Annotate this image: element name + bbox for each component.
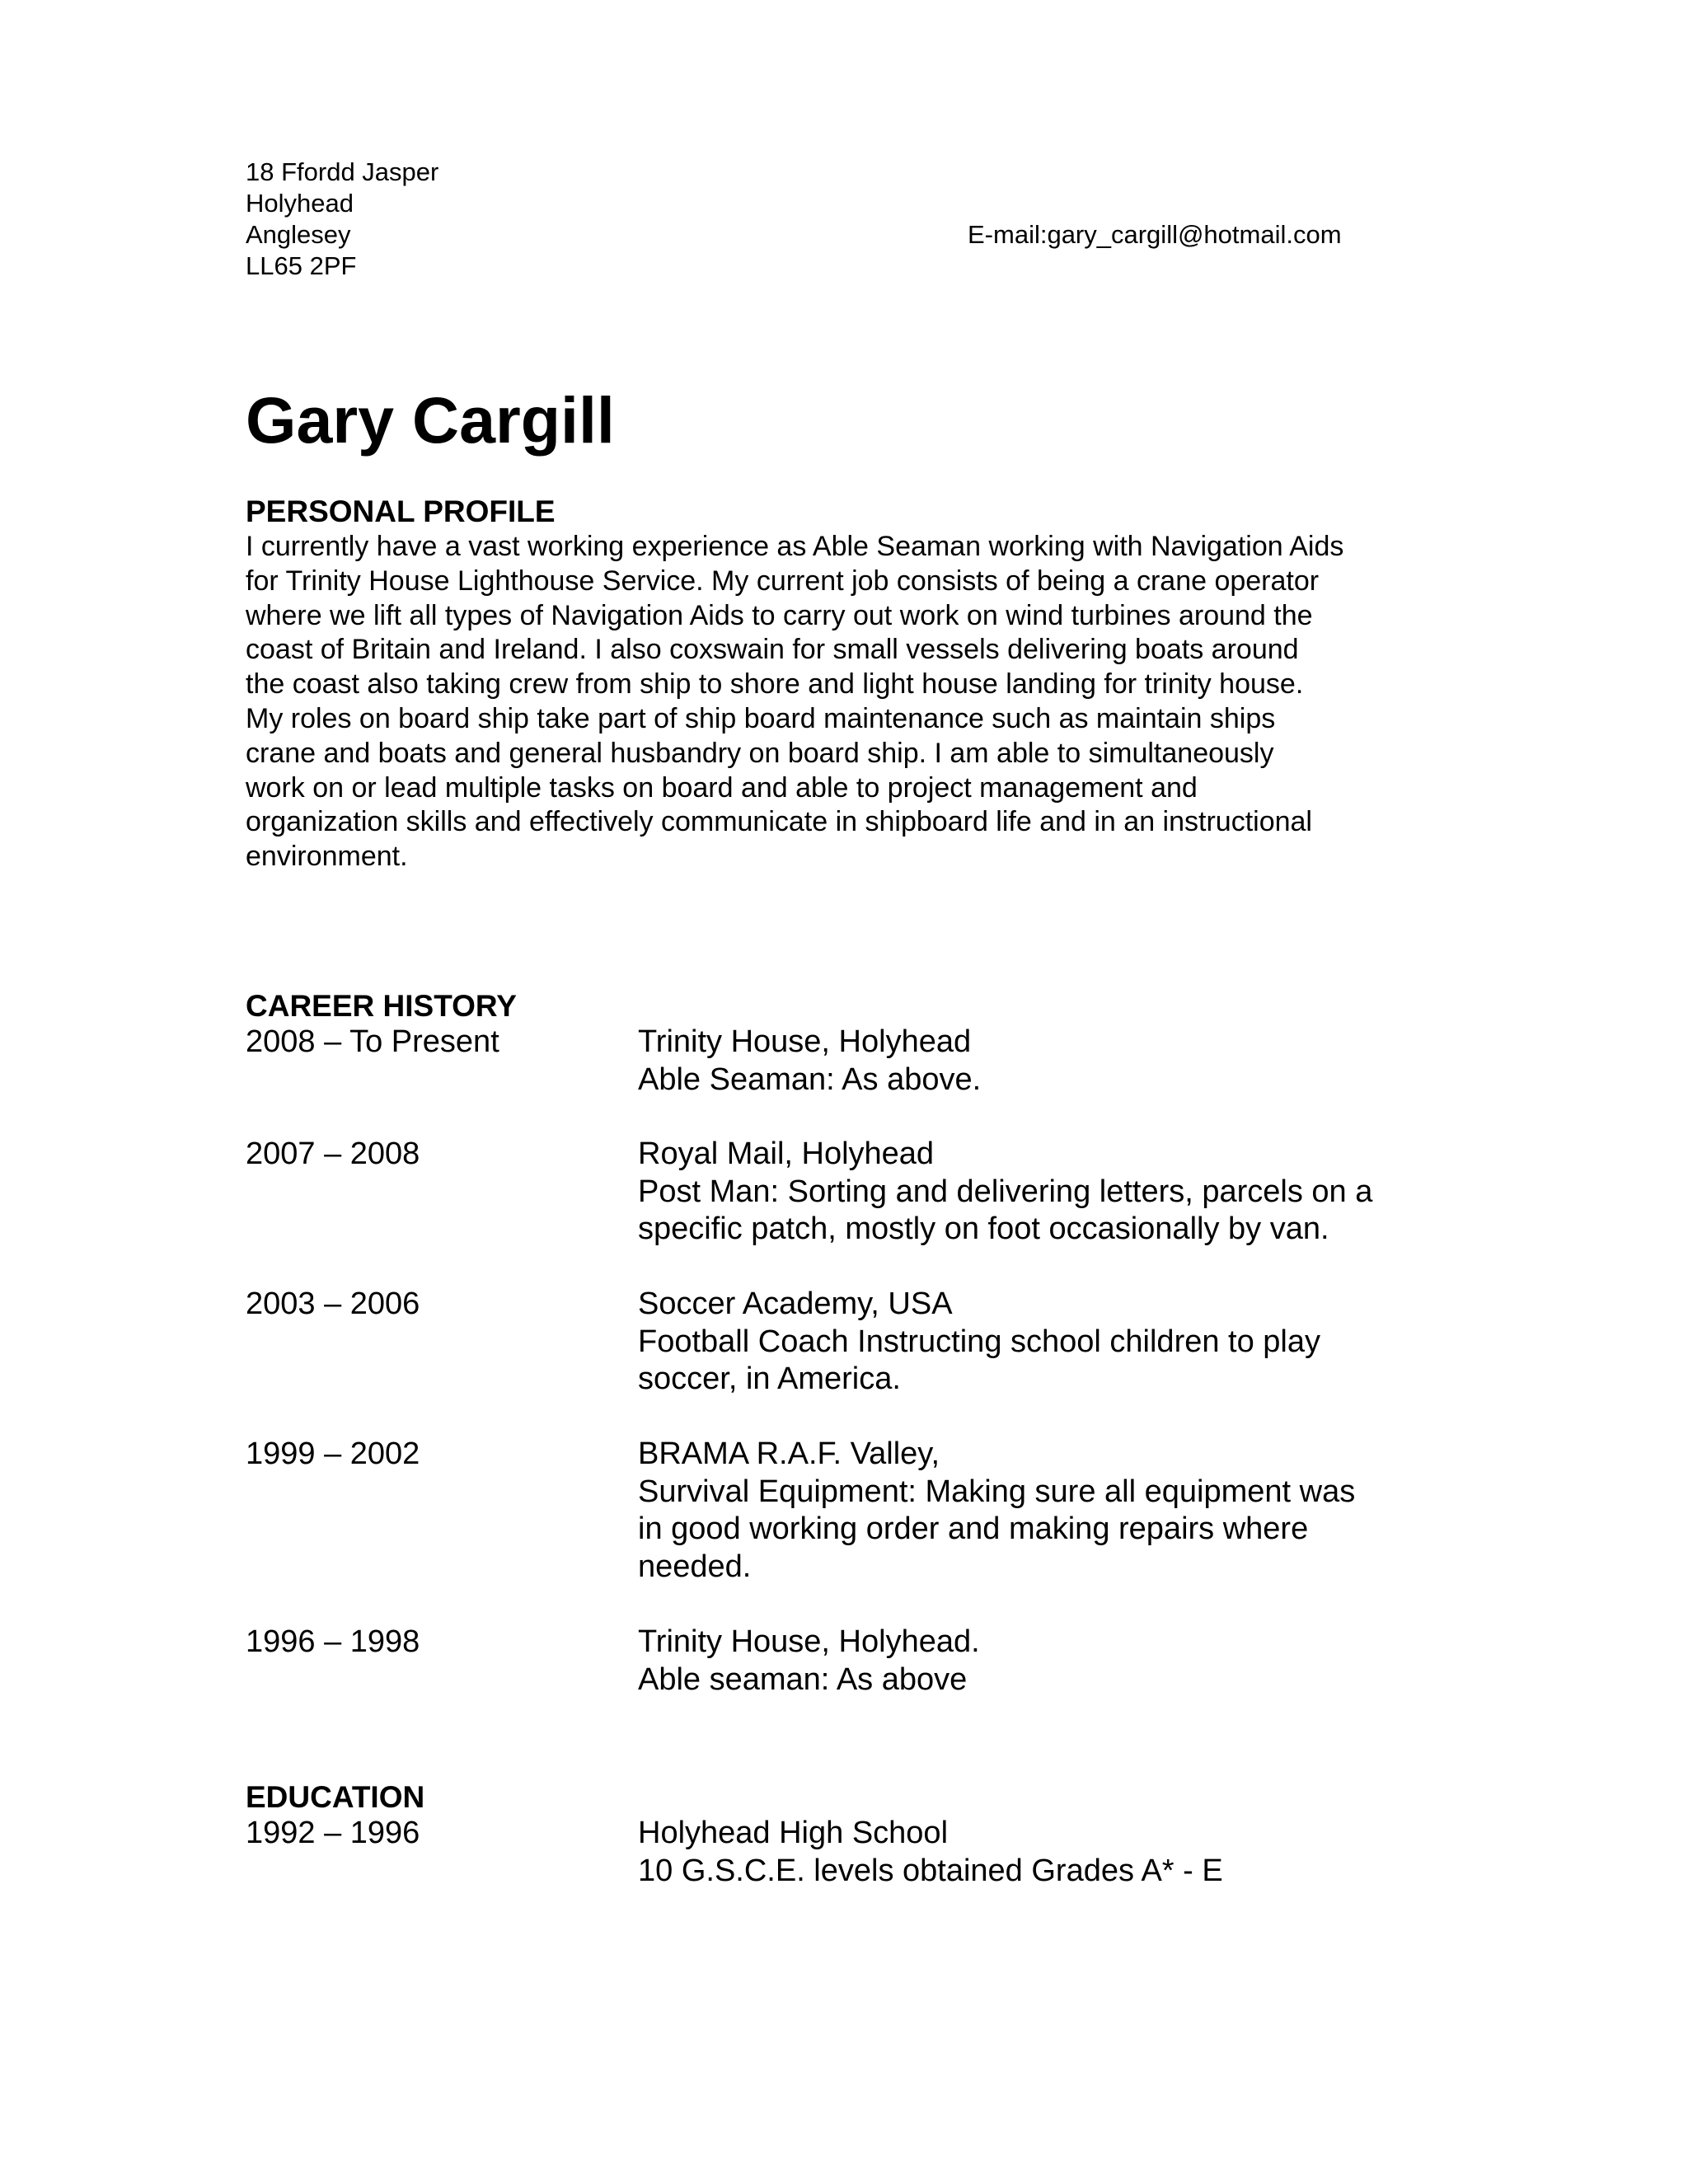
profile-line: My roles on board ship take part of ship board maintenance such as maintain ships: [246, 702, 1276, 734]
education-heading: EDUCATION: [246, 1780, 425, 1814]
career-entry-dates: 2008 – To Present: [246, 1024, 499, 1059]
profile-line: the coast also taking crew from ship to shore and light house landing for trinity house.: [246, 668, 1304, 701]
career-entry-details: [638, 1624, 980, 1699]
personal-profile-heading: PERSONAL PROFILE: [246, 494, 556, 528]
profile-line: work on or lead multiple tasks on board and able to project management and: [246, 771, 1198, 804]
career-entry-line: soccer, in America.: [638, 1361, 901, 1396]
personal-profile-text: [246, 530, 1449, 874]
address-line: 18 Ffordd Jasper: [246, 157, 439, 186]
career-entry-line: needed.: [638, 1549, 752, 1584]
career-entry-details: [638, 1286, 1320, 1399]
career-entry-details: [638, 1024, 981, 1099]
email-address: E-mail:gary_cargill@hotmail.com: [968, 220, 1342, 249]
education-entry-dates: 1992 – 1996: [246, 1816, 420, 1850]
education-entry-line: 10 G.S.C.E. levels obtained Grades A* - E: [638, 1853, 1223, 1888]
address-line: Holyhead: [246, 189, 354, 218]
profile-line: environment.: [246, 841, 408, 873]
career-entry-line: Football Coach Instructing school children to play: [638, 1324, 1321, 1359]
career-entry-dates: 1999 – 2002: [246, 1436, 420, 1471]
profile-line: coast of Britain and Ireland. I also coxswain for small vessels delivering boats around: [246, 634, 1299, 666]
career-entry-dates: 1996 – 1998: [246, 1624, 420, 1659]
profile-line: where we lift all types of Navigation Aids to carry out work on wind turbines around the: [246, 599, 1313, 631]
career-history-heading: CAREER HISTORY: [246, 989, 517, 1023]
career-entry-dates: 2003 – 2006: [246, 1286, 420, 1321]
candidate-name: Gary Cargill: [246, 383, 615, 457]
career-entry-line: Able seaman: As above: [638, 1661, 968, 1697]
address-line: LL65 2PF: [246, 251, 357, 280]
career-entry-line: Post Man: Sorting and delivering letters, parcels on a: [638, 1174, 1373, 1209]
career-entry-line: BRAMA R.A.F. Valley,: [638, 1436, 940, 1471]
career-entry-details: [638, 1136, 1372, 1249]
career-entry-line: in good working order and making repairs where: [638, 1511, 1309, 1546]
postal-address: [246, 157, 438, 282]
career-entry-line: specific patch, mostly on foot occasionally by van.: [638, 1212, 1329, 1246]
address-line: Anglesey: [246, 220, 351, 249]
career-entry-line: Royal Mail, Holyhead: [638, 1137, 935, 1171]
profile-line: for Trinity House Lighthouse Service. My current job consists of being a crane operator: [246, 565, 1320, 597]
career-entry-line: Survival Equipment: Making sure all equipment was: [638, 1474, 1356, 1509]
profile-line: organization skills and effectively communicate in shipboard life and in an instructional: [246, 806, 1312, 838]
education-entry-line: Holyhead High School: [638, 1816, 949, 1850]
career-entry-details: [638, 1436, 1355, 1586]
career-entry-line: Able Seaman: As above.: [638, 1062, 982, 1097]
profile-line: I currently have a vast working experience as Able Seaman working with Navigation Aids: [246, 531, 1344, 562]
education-entry-details: [638, 1815, 1223, 1890]
profile-line: crane and boats and general husbandry on board ship. I am able to simultaneously: [246, 737, 1274, 769]
career-entry-line: Soccer Academy, USA: [638, 1286, 953, 1321]
career-entry-line: Trinity House, Holyhead.: [638, 1624, 980, 1659]
career-entry-dates: 2007 – 2008: [246, 1137, 420, 1171]
career-entry-line: Trinity House, Holyhead: [638, 1024, 972, 1059]
